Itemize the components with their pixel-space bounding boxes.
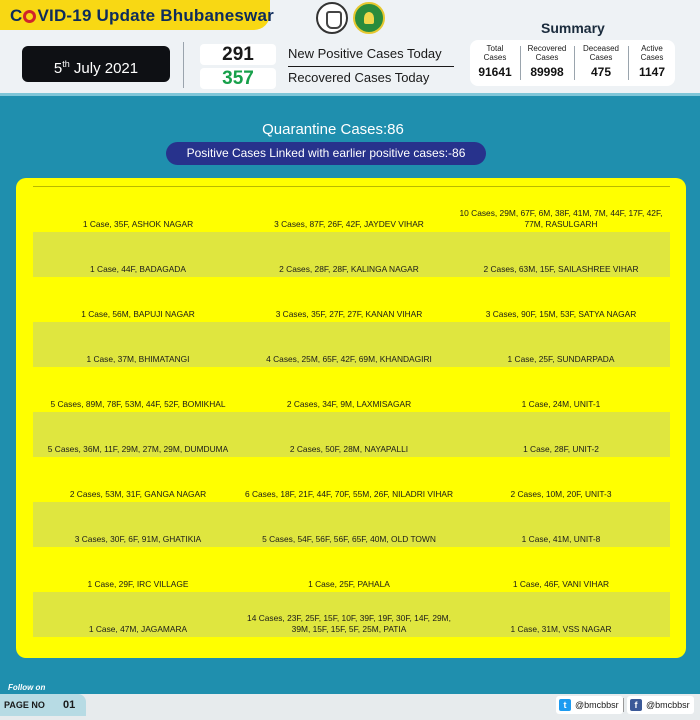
table-row xyxy=(33,322,670,367)
table-cell: 1 Case, 25F, PAHALA xyxy=(308,579,390,589)
facebook-link[interactable]: f @bmcbbsr xyxy=(627,696,694,714)
table-cell: 2 Cases, 63M, 15F, SAILASHREE VIHAR xyxy=(483,264,639,274)
odisha-emblem-logo xyxy=(316,2,348,34)
table-cell: 10 Cases, 29M, 67F, 6M, 38F, 41M, 7M, 44F, 17F, 42F, 77M, RASULGARH xyxy=(459,208,663,229)
table-cell: 1 Case, 41M, UNIT-8 xyxy=(521,534,601,544)
linked-cases-pill: Positive Cases Linked with earlier positive cases:-86 xyxy=(166,142,486,165)
table-cell: 2 Cases, 10M, 20F, UNIT-3 xyxy=(510,489,612,499)
table-cell: 3 Cases, 90F, 15M, 53F, SATYA NAGAR xyxy=(485,309,637,319)
table-cell: 1 Case, 37M, BHIMATANGI xyxy=(86,354,190,364)
table-row xyxy=(33,547,670,592)
table-cell: 2 Cases, 34F, 9M, LAXMISAGAR xyxy=(286,399,412,409)
recovered-label: Recovered Cases Today xyxy=(288,70,430,85)
date-badge: 5th July 2021 xyxy=(22,46,170,82)
table-cell: 1 Case, 56M, BAPUJI NAGAR xyxy=(81,309,195,319)
table-cell: 3 Cases, 30F, 6F, 91M, GHATIKIA xyxy=(74,534,202,544)
summary-recovered: Recovered Cases 89998 xyxy=(527,44,567,79)
table-cell: 1 Case, 24M, UNIT-1 xyxy=(521,399,601,409)
new-positive-count: 291 xyxy=(200,44,276,65)
divider xyxy=(520,46,521,80)
table-cell: 3 Cases, 87F, 26F, 42F, JAYDEV VIHAR xyxy=(274,219,424,229)
twitter-link[interactable]: t @bmcbbsr xyxy=(556,696,623,714)
table-row xyxy=(33,232,670,277)
summary-title: Summary xyxy=(541,20,605,36)
table-cell: 4 Cases, 25M, 65F, 42F, 69M, KHANDAGIRI xyxy=(266,354,432,364)
quarantine-title: Quarantine Cases:86 xyxy=(262,121,404,138)
page-title: C VID-19 Update Bhubaneswar xyxy=(10,6,274,25)
cases-table-panel xyxy=(16,178,686,658)
table-cell: 1 Case, 44F, BADAGADA xyxy=(90,264,186,274)
divider xyxy=(183,42,184,88)
table-cell: 1 Case, 46F, VANI VIHAR xyxy=(512,579,610,589)
table-cell: 6 Cases, 18F, 21F, 44F, 70F, 55M, 26F, NILADRI VIHAR xyxy=(244,489,454,499)
table-cell: 14 Cases, 23F, 25F, 15F, 10F, 39F, 19F, 30F, 14F, 29M, 39M, 15F, 15F, 5F, 25M, PATIA xyxy=(247,613,451,634)
twitter-icon: t xyxy=(559,699,571,711)
table-cell: 3 Cases, 35F, 27F, 27F, KANAN VIHAR xyxy=(275,309,423,319)
table-cell: 1 Case, 28F, UNIT-2 xyxy=(523,444,599,454)
bmc-logo xyxy=(353,2,385,34)
table-cell: 5 Cases, 36M, 11F, 29M, 27M, 29M, DUMDUMA xyxy=(47,444,229,454)
table-cell: 1 Case, 25F, SUNDARPADA xyxy=(507,354,615,364)
header-strip xyxy=(0,93,700,96)
table-cell: 2 Cases, 50F, 28M, NAYAPALLI xyxy=(289,444,409,454)
table-cell: 1 Case, 31M, VSS NAGAR xyxy=(510,624,612,634)
follow-on-label: Follow on xyxy=(8,683,46,692)
summary-total: Total Cases 91641 xyxy=(478,44,512,79)
page-label: PAGE NO xyxy=(4,700,45,710)
new-positive-label: New Positive Cases Today xyxy=(288,46,442,61)
summary-active: Active Cases 1147 xyxy=(638,44,666,79)
table-cell: 2 Cases, 28F, 28F, KALINGA NAGAR xyxy=(279,264,419,274)
divider xyxy=(288,66,454,67)
table-row xyxy=(33,412,670,457)
facebook-icon: f xyxy=(630,699,642,711)
table-cell: 5 Cases, 89M, 78F, 53M, 44F, 52F, BOMIKHAL xyxy=(50,399,226,409)
summary-box xyxy=(470,40,675,86)
table-cell: 2 Cases, 53M, 31F, GANGA NAGAR xyxy=(69,489,207,499)
table-cell: 1 Case, 35F, ASHOK NAGAR xyxy=(82,219,194,229)
table-row xyxy=(33,457,670,502)
divider xyxy=(574,46,575,80)
table-cell: 1 Case, 29F, IRC VILLAGE xyxy=(87,579,189,589)
divider xyxy=(623,698,624,712)
table-row xyxy=(33,592,670,637)
virus-icon xyxy=(23,10,36,23)
table-row xyxy=(33,277,670,322)
recovered-count: 357 xyxy=(200,68,276,89)
table-row xyxy=(33,367,670,412)
table-row xyxy=(33,187,670,232)
table-cell: 1 Case, 47M, JAGAMARA xyxy=(88,624,188,634)
table-row xyxy=(33,502,670,547)
summary-deceased: Deceased Cases 475 xyxy=(582,44,620,79)
title-tab xyxy=(0,0,274,30)
page-number: 01 xyxy=(63,699,76,711)
table-cell: 5 Cases, 54F, 56F, 56F, 65F, 40M, OLD TOWN xyxy=(262,534,436,544)
